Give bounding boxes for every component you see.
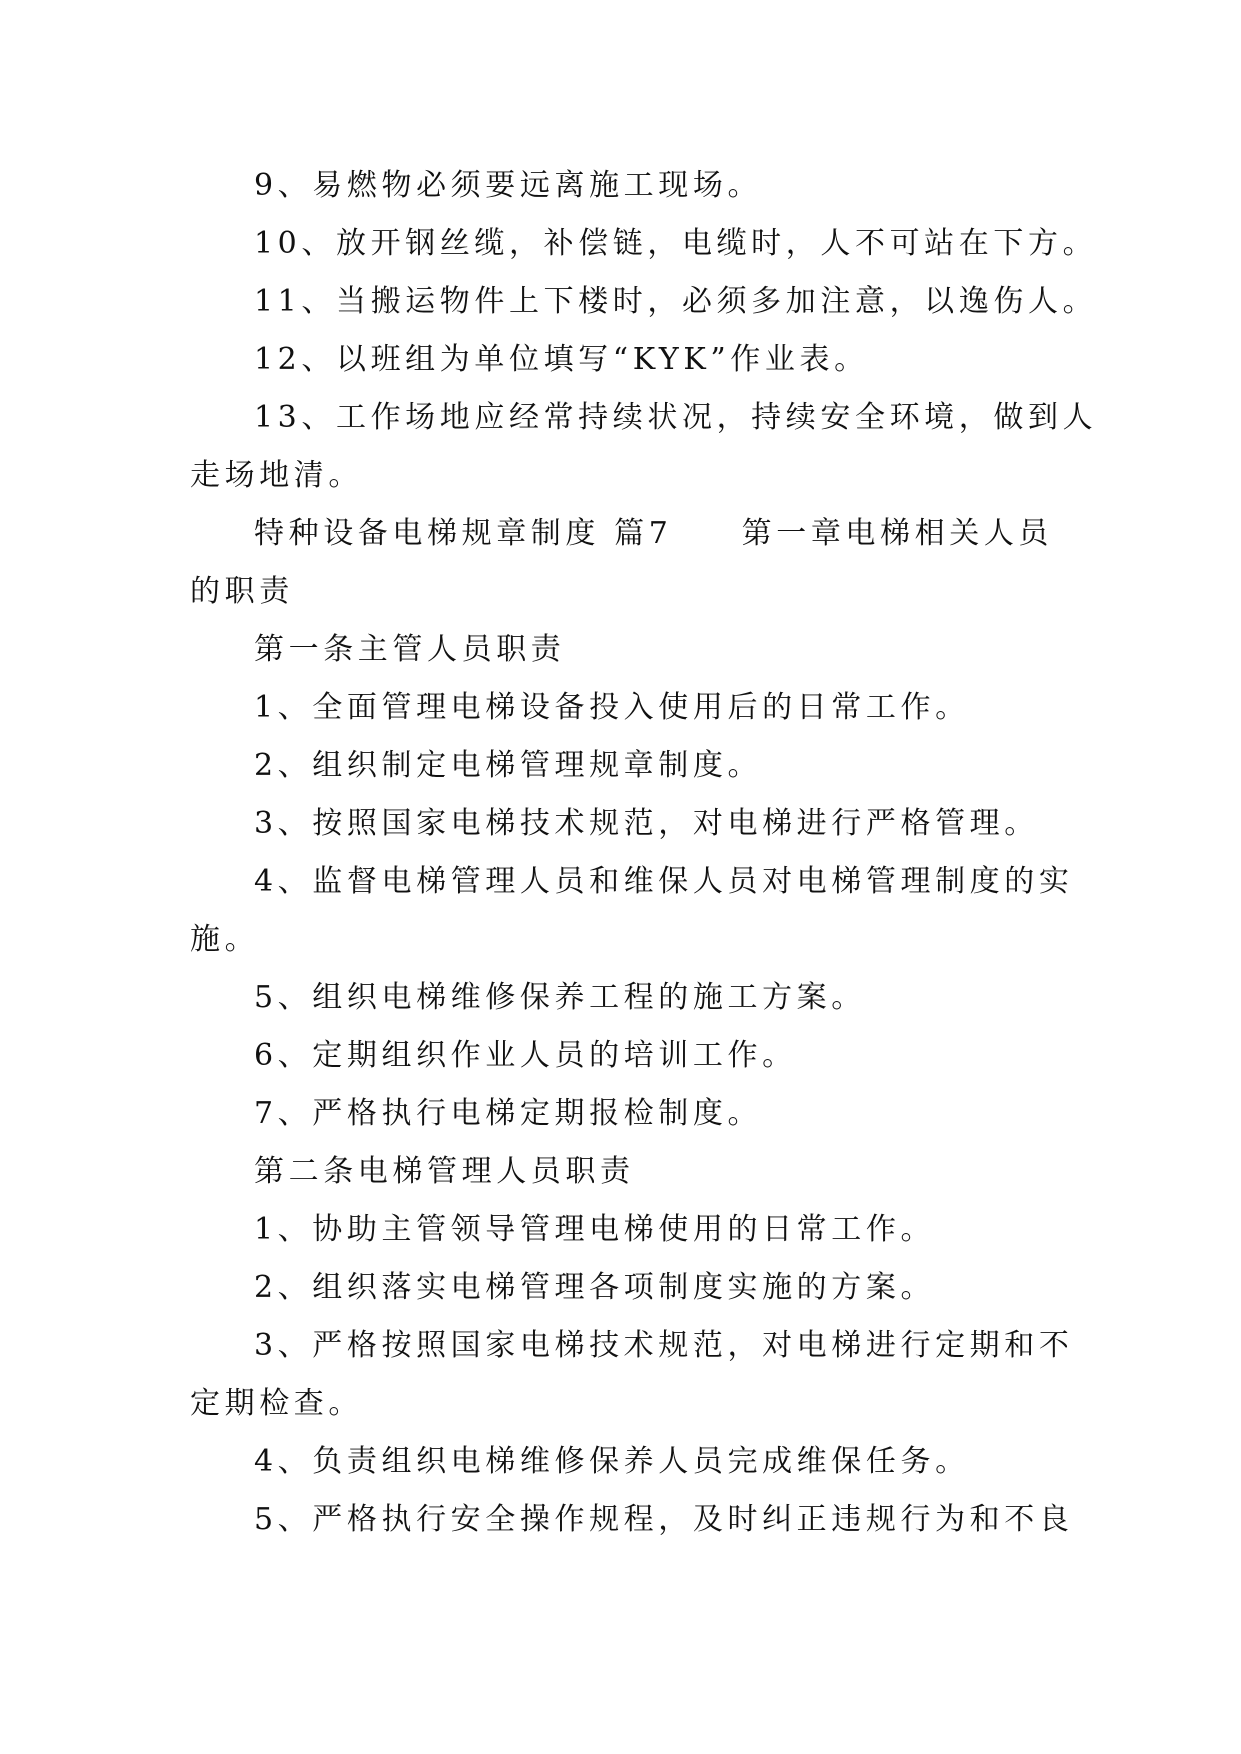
- paragraph-line: 11、当搬运物件上下楼时，必须多加注意，以逸伤人。: [254, 284, 1098, 319]
- paragraph-line: 13、工作场地应经常持续状况，持续安全环境，做到人: [254, 400, 1098, 435]
- paragraph-line: 4、监督电梯管理人员和维保人员对电梯管理制度的实: [254, 864, 1074, 899]
- paragraph-line: 7、严格执行电梯定期报检制度。: [254, 1096, 763, 1131]
- paragraph-line-continuation: 走场地清。: [190, 458, 363, 493]
- paragraph-line: 5、组织电梯维修保养工程的施工方案。: [254, 980, 866, 1015]
- paragraph-line: 6、定期组织作业人员的培训工作。: [254, 1038, 797, 1073]
- paragraph-line: 1、协助主管领导管理电梯使用的日常工作。: [254, 1212, 936, 1247]
- paragraph-line: 2、组织制定电梯管理规章制度。: [254, 748, 763, 783]
- paragraph-line-continuation: 定期检查。: [190, 1386, 363, 1421]
- paragraph-line: 9、易燃物必须要远离施工现场。: [254, 168, 763, 203]
- section-heading-line: 特种设备电梯规章制度 篇7 第一章电梯相关人员: [254, 516, 1054, 551]
- paragraph-line: 12、以班组为单位填写“KYK”作业表。: [254, 342, 869, 377]
- article-heading: 第一条主管人员职责: [254, 632, 566, 667]
- document-body: [190, 157, 1098, 1549]
- paragraph-line: 3、按照国家电梯技术规范，对电梯进行严格管理。: [254, 806, 1039, 841]
- paragraph-line: 1、全面管理电梯设备投入使用后的日常工作。: [254, 690, 970, 725]
- paragraph-line: 2、组织落实电梯管理各项制度实施的方案。: [254, 1270, 936, 1305]
- paragraph-line: 5、严格执行安全操作规程，及时纠正违规行为和不良: [254, 1502, 1074, 1537]
- section-heading-continuation: 的职责: [190, 574, 294, 609]
- paragraph-line: 3、严格按照国家电梯技术规范，对电梯进行定期和不: [254, 1328, 1074, 1363]
- paragraph-line: 4、负责组织电梯维修保养人员完成维保任务。: [254, 1444, 970, 1479]
- paragraph-line-continuation: 施。: [190, 922, 260, 957]
- paragraph-line: 10、放开钢丝缆，补偿链，电缆时，人不可站在下方。: [254, 226, 1098, 261]
- article-heading: 第二条电梯管理人员职责: [254, 1154, 635, 1189]
